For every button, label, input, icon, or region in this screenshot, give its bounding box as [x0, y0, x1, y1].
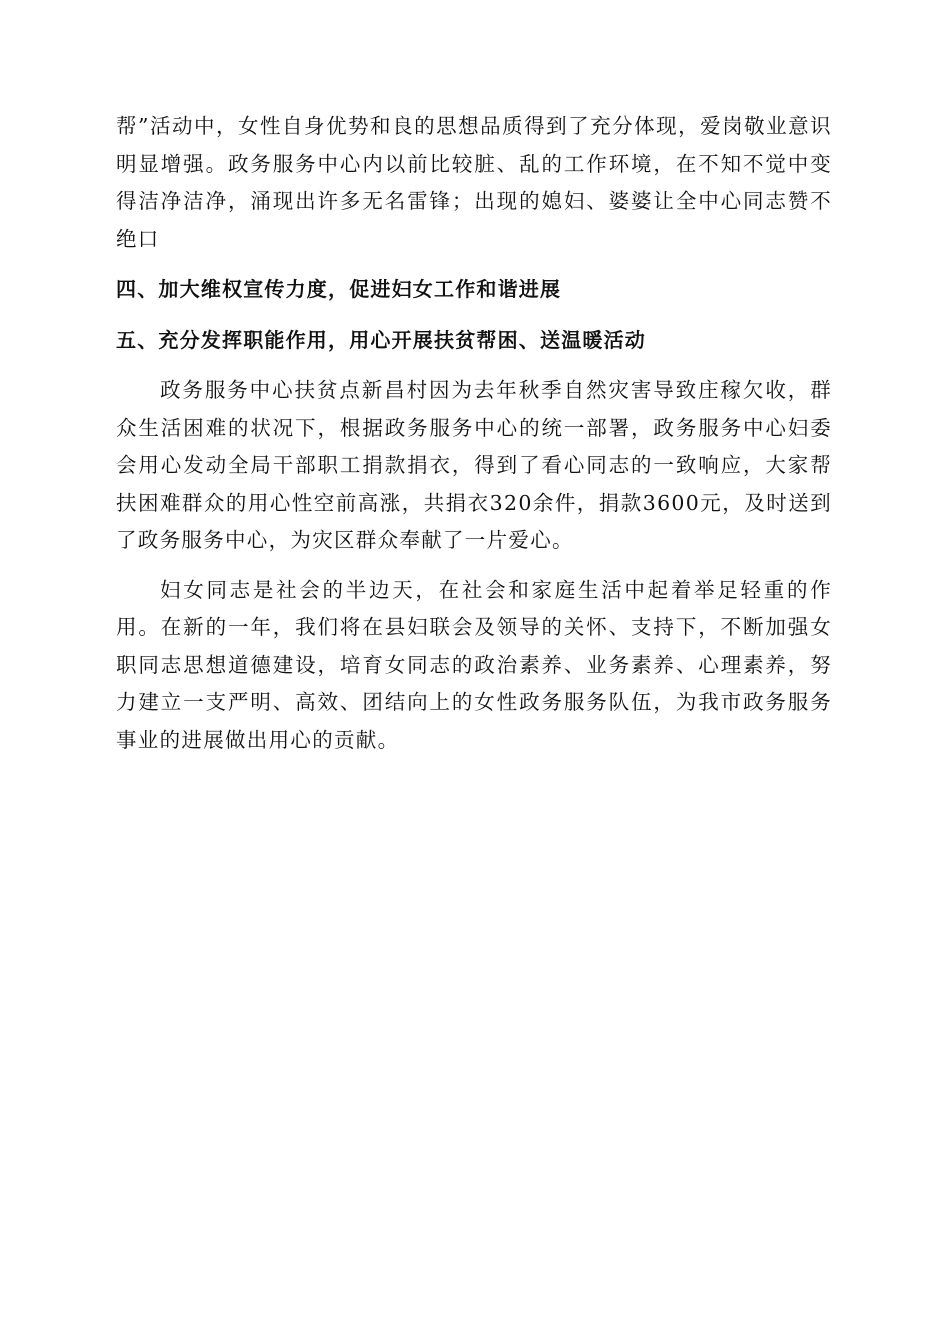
paragraph-conclusion: 妇女同志是社会的半边天，在社会和家庭生活中起着举足轻重的作用。在新的一年，我们将在县妇联会及领导的关怀、支持下，不断加强女职同志思想道德建设，培育女同志的政治素养、业务素养、心理素养，努力建立一支严明、高效、团结向上的女性政务服务队伍，为我市政务服务事业的进展做出用心的贡献。 [116, 577, 832, 752]
paragraph-poverty-relief: 政务服务中心扶贫点新昌村因为去年秋季自然灾害导致庄稼欠收，群众生活困难的状况下，根据政务服务中心的统一部署，政务服务中心妇委会用心发动全局干部职工捐款捐衣，得到了看心同志的一致响应，大家帮扶困难群众的用心性空前高涨，共捐衣320余件，捐款3600元，及时送到了政务服务中心，为灾区群众奉献了一片爱心。 [116, 378, 832, 552]
document-body [116, 108, 832, 772]
section-heading-five: 五、充分发挥职能作用，用心开展扶贫帮困、送温暖活动 [116, 327, 646, 352]
section-heading-four: 四、加大维权宣传力度，促进妇女工作和谐进展 [116, 277, 562, 301]
paragraph-continuation: 帮”活动中，女性自身优势和良的思想品质得到了充分体现，爱岗敬业意识明显增强。政务服务中心内以前比较脏、乱的工作环境，在不知不觉中变得洁净洁净，涌现出许多无名雷锋；出现的媳妇、婆婆让全中心同志赞不绝口 [116, 114, 832, 251]
